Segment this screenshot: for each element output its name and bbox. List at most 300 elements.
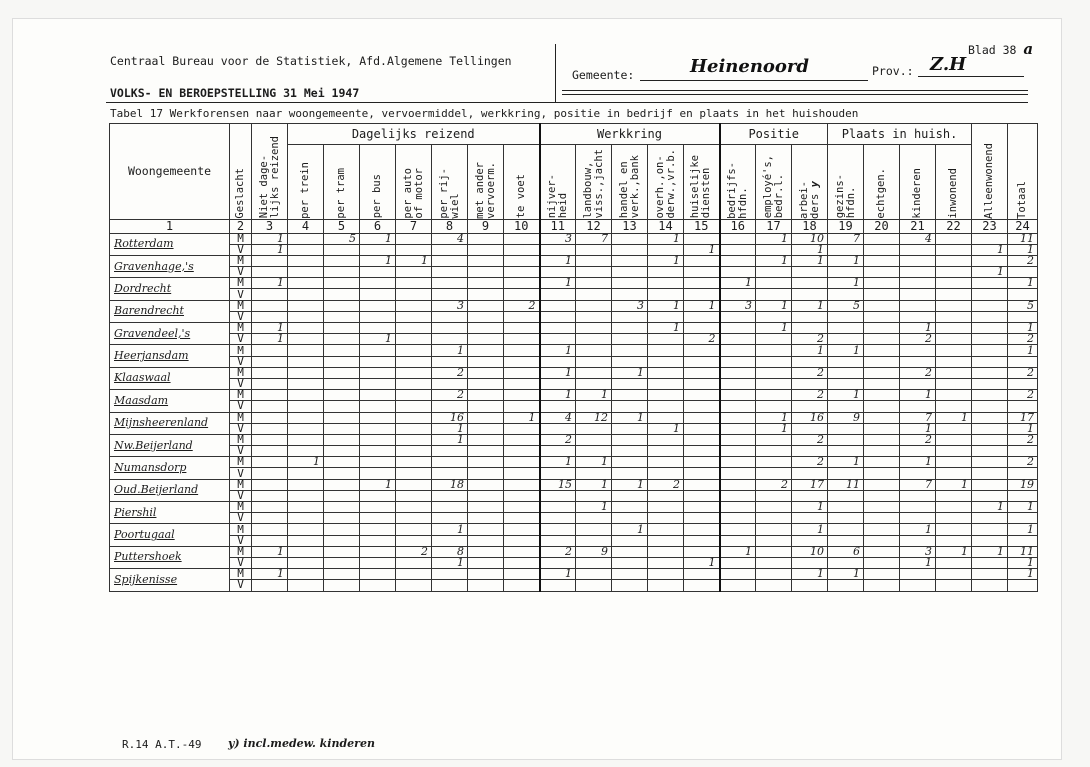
table-cell <box>288 390 324 401</box>
table-cell <box>936 334 972 345</box>
table-cell <box>648 334 684 345</box>
table-cell <box>324 278 360 289</box>
table-cell <box>504 345 540 356</box>
geslacht-cell: M <box>230 255 252 266</box>
table-cell <box>288 267 324 278</box>
table-cell <box>972 356 1008 367</box>
table-row <box>110 233 1038 244</box>
table-cell: 2 <box>792 457 828 468</box>
table-cell <box>936 233 972 244</box>
table-row <box>110 524 1038 535</box>
table-cell <box>576 557 612 568</box>
table-cell <box>720 569 756 580</box>
table-cell <box>972 412 1008 423</box>
table-cell: 9 <box>576 546 612 557</box>
geslacht-cell: V <box>230 423 252 434</box>
geslacht-cell: M <box>230 300 252 311</box>
table-cell <box>648 367 684 378</box>
table-cell <box>288 334 324 345</box>
table-cell: 17 <box>792 479 828 490</box>
table-cell <box>684 580 720 591</box>
table-cell <box>576 356 612 367</box>
table-cell <box>684 278 720 289</box>
table-cell <box>612 244 648 255</box>
table-cell <box>432 457 468 468</box>
table-cell: 1 <box>1008 244 1038 255</box>
table-cell <box>540 502 576 513</box>
table-cell <box>324 434 360 445</box>
table-cell <box>612 267 648 278</box>
table-cell <box>900 490 936 501</box>
table-cell: 2 <box>1008 367 1038 378</box>
table-cell <box>396 356 432 367</box>
table-cell <box>324 524 360 535</box>
table-cell <box>468 457 504 468</box>
table-cell <box>468 323 504 334</box>
table-cell <box>468 468 504 479</box>
table-cell <box>432 502 468 513</box>
table-cell <box>576 580 612 591</box>
table-cell <box>324 401 360 412</box>
table-cell <box>252 390 288 401</box>
table-cell: 1 <box>252 334 288 345</box>
table-cell <box>864 580 900 591</box>
table-cell <box>288 423 324 434</box>
table-cell <box>864 490 900 501</box>
table-cell: 1 <box>900 390 936 401</box>
table-cell: 1 <box>756 300 792 311</box>
table-cell <box>324 569 360 580</box>
table-cell <box>936 311 972 322</box>
table-cell <box>360 367 396 378</box>
table-cell <box>684 423 720 434</box>
table-cell <box>396 423 432 434</box>
col-number-22: 22 <box>936 219 972 233</box>
table-cell <box>396 390 432 401</box>
table-cell <box>720 490 756 501</box>
geslacht-cell: V <box>230 490 252 501</box>
table-cell: 1 <box>684 557 720 568</box>
table-cell <box>468 479 504 490</box>
col-header-21 <box>900 145 936 220</box>
geslacht-cell: V <box>230 513 252 524</box>
table-cell: 7 <box>828 233 864 244</box>
geslacht-cell: V <box>230 289 252 300</box>
table-cell <box>252 255 288 266</box>
table-cell <box>936 580 972 591</box>
table-cell: 1 <box>252 569 288 580</box>
table-cell <box>288 546 324 557</box>
table-cell <box>432 278 468 289</box>
table-cell <box>612 434 648 445</box>
table-cell <box>504 502 540 513</box>
table-cell <box>612 490 648 501</box>
table-cell: 1 <box>1008 278 1038 289</box>
table-cell <box>504 378 540 389</box>
table-cell <box>468 345 504 356</box>
table-cell <box>864 311 900 322</box>
table-cell <box>396 367 432 378</box>
table-cell: 1 <box>540 457 576 468</box>
table-cell <box>864 569 900 580</box>
table-cell: 2 <box>1008 457 1038 468</box>
table-cell <box>756 446 792 457</box>
table-cell <box>648 401 684 412</box>
table-row <box>110 345 1038 356</box>
table-cell <box>936 300 972 311</box>
table-cell: 1 <box>648 233 684 244</box>
gemeente-value: Heinenoord <box>690 56 810 77</box>
table-cell <box>756 434 792 445</box>
table-cell: 1 <box>612 412 648 423</box>
table-cell: 1 <box>360 255 396 266</box>
table-cell <box>648 267 684 278</box>
table-cell <box>360 345 396 356</box>
col-header-10-label: te voet <box>514 174 527 219</box>
table-cell <box>720 468 756 479</box>
table-cell <box>504 580 540 591</box>
table-cell <box>324 311 360 322</box>
table-cell <box>684 255 720 266</box>
table-cell <box>756 345 792 356</box>
table-cell <box>288 513 324 524</box>
table-cell <box>684 378 720 389</box>
table-cell <box>576 513 612 524</box>
table-cell <box>468 513 504 524</box>
table-cell <box>324 423 360 434</box>
col-header-2-label: Geslacht <box>234 167 246 219</box>
col-header-5-label: per tram <box>335 167 347 219</box>
woongemeente-name: Gravenhage,'s <box>110 255 230 277</box>
geslacht-cell: M <box>230 412 252 423</box>
table-cell: 1 <box>432 557 468 568</box>
geslacht-cell: V <box>230 535 252 546</box>
table-cell <box>756 378 792 389</box>
table-cell: 4 <box>900 233 936 244</box>
table-cell <box>504 367 540 378</box>
table-cell: 1 <box>540 345 576 356</box>
col-header-2 <box>230 124 252 220</box>
table-cell <box>612 446 648 457</box>
table-cell <box>720 423 756 434</box>
col-number-17: 17 <box>756 219 792 233</box>
table-cell <box>468 557 504 568</box>
geslacht-cell: M <box>230 390 252 401</box>
table-row <box>110 367 1038 378</box>
table-cell <box>612 278 648 289</box>
table-cell <box>468 255 504 266</box>
table-cell <box>288 490 324 501</box>
table-cell <box>648 434 684 445</box>
table-cell: 1 <box>252 244 288 255</box>
table-cell <box>324 468 360 479</box>
table-cell <box>720 557 756 568</box>
table-cell: 1 <box>432 434 468 445</box>
table-cell <box>252 378 288 389</box>
table-cell <box>936 423 972 434</box>
table-cell: 2 <box>1008 334 1038 345</box>
table-cell: 7 <box>900 412 936 423</box>
table-cell <box>468 244 504 255</box>
table-cell <box>468 580 504 591</box>
col-header-9-label: met ander vervoerm. <box>473 161 497 219</box>
col-header-13 <box>612 145 648 220</box>
table-cell <box>324 446 360 457</box>
table-cell <box>576 423 612 434</box>
table-cell <box>468 390 504 401</box>
table-cell <box>756 490 792 501</box>
table-row <box>110 557 1038 568</box>
col-header-woongemeente: Woongemeente <box>110 124 230 220</box>
table-cell <box>432 311 468 322</box>
table-cell: 10 <box>792 546 828 557</box>
table-cell <box>324 502 360 513</box>
table-cell: 8 <box>432 546 468 557</box>
table-cell: 1 <box>432 423 468 434</box>
table-cell <box>288 502 324 513</box>
woongemeente-name: Numansdorp <box>110 457 230 479</box>
table-cell: 2 <box>648 479 684 490</box>
table-cell <box>936 446 972 457</box>
table-cell <box>864 502 900 513</box>
col-header-21-label: kinderen <box>911 167 923 219</box>
table-cell <box>360 524 396 535</box>
col-header-12-label: landbouw, viss.,jacht <box>581 149 605 219</box>
bureau-title: Centraal Bureau voor de Statistiek, Afd.Algemene Tellingen <box>110 54 512 68</box>
table-cell <box>936 267 972 278</box>
table-cell <box>396 278 432 289</box>
table-cell: 2 <box>432 390 468 401</box>
table-cell <box>864 278 900 289</box>
table-cell: 1 <box>432 345 468 356</box>
table-cell <box>864 345 900 356</box>
table-cell <box>936 513 972 524</box>
table-cell <box>936 356 972 367</box>
table-cell <box>1008 580 1038 591</box>
table-cell <box>972 423 1008 434</box>
table-cell <box>540 289 576 300</box>
table-cell <box>468 535 504 546</box>
col-header-20-label: echtgen. <box>875 167 887 219</box>
table-cell <box>252 300 288 311</box>
table-cell <box>324 300 360 311</box>
table-cell <box>504 479 540 490</box>
table-cell <box>648 580 684 591</box>
col-number-18: 18 <box>792 219 828 233</box>
table-row <box>110 457 1038 468</box>
table-cell <box>720 502 756 513</box>
table-cell <box>828 490 864 501</box>
table-cell: 1 <box>1008 345 1038 356</box>
table-cell <box>504 434 540 445</box>
table-cell: 1 <box>936 479 972 490</box>
col-number-9: 9 <box>468 219 504 233</box>
table-cell <box>972 334 1008 345</box>
table-cell <box>936 490 972 501</box>
table-cell <box>432 267 468 278</box>
table-cell <box>864 479 900 490</box>
group-werkkring: Werkkring <box>540 124 720 145</box>
table-cell <box>360 513 396 524</box>
table-cell <box>972 468 1008 479</box>
geslacht-cell: V <box>230 334 252 345</box>
col-number-15: 15 <box>684 219 720 233</box>
table-cell: 1 <box>900 457 936 468</box>
table-row <box>110 546 1038 557</box>
table-cell <box>648 390 684 401</box>
table-cell <box>972 479 1008 490</box>
table-cell <box>288 367 324 378</box>
col-number-20: 20 <box>864 219 900 233</box>
col-header-12 <box>576 145 612 220</box>
table-cell <box>540 323 576 334</box>
table-row <box>110 423 1038 434</box>
woongemeente-name: Oud.Beijerland <box>110 479 230 501</box>
table-cell <box>324 535 360 546</box>
table-cell <box>288 345 324 356</box>
table-cell <box>720 412 756 423</box>
table-cell <box>432 580 468 591</box>
table-cell: 1 <box>576 457 612 468</box>
col-number-2: 2 <box>230 219 252 233</box>
table-cell <box>504 278 540 289</box>
table-cell <box>360 401 396 412</box>
col-header-18 <box>792 145 828 220</box>
table-cell <box>612 390 648 401</box>
table-cell <box>576 367 612 378</box>
table-cell <box>972 434 1008 445</box>
table-title: Tabel 17 Werkforensen naar woongemeente, vervoermiddel, werkkring, positie in bedrijf en plaats in het huishouden <box>110 107 859 120</box>
table-cell <box>468 334 504 345</box>
table-cell <box>576 289 612 300</box>
table-cell <box>432 255 468 266</box>
census-form-sheet <box>12 18 1062 760</box>
table-cell <box>576 345 612 356</box>
table-cell <box>576 323 612 334</box>
table-cell <box>936 524 972 535</box>
geslacht-cell: V <box>230 356 252 367</box>
table-cell <box>576 278 612 289</box>
col-header-8 <box>432 145 468 220</box>
table-cell <box>900 569 936 580</box>
table-row <box>110 300 1038 311</box>
table-row <box>110 502 1038 513</box>
table-cell: 1 <box>900 323 936 334</box>
table-cell <box>684 569 720 580</box>
table-cell <box>828 580 864 591</box>
table-cell <box>324 390 360 401</box>
table-cell <box>396 457 432 468</box>
table-cell <box>288 557 324 568</box>
table-cell <box>252 401 288 412</box>
geslacht-cell: M <box>230 233 252 244</box>
table-row <box>110 434 1038 445</box>
table-cell <box>972 446 1008 457</box>
table-cell <box>396 267 432 278</box>
table-cell <box>972 569 1008 580</box>
table-cell <box>288 278 324 289</box>
table-cell: 1 <box>792 345 828 356</box>
table-cell <box>684 457 720 468</box>
col-header-24 <box>1008 124 1038 220</box>
table-cell <box>648 490 684 501</box>
table-cell <box>792 580 828 591</box>
table-cell <box>828 323 864 334</box>
table-cell <box>648 502 684 513</box>
table-cell <box>504 323 540 334</box>
prov-underline <box>918 76 1024 77</box>
col-header-22 <box>936 145 972 220</box>
table-cell <box>648 446 684 457</box>
table-cell <box>504 457 540 468</box>
table-cell <box>360 378 396 389</box>
table-cell <box>900 289 936 300</box>
table-cell <box>684 434 720 445</box>
table-cell: 4 <box>540 412 576 423</box>
table-cell: 1 <box>432 524 468 535</box>
table-cell <box>864 434 900 445</box>
table-cell <box>360 446 396 457</box>
table-cell <box>648 356 684 367</box>
woongemeente-name: Gravendeel,'s <box>110 323 230 345</box>
table-cell: 2 <box>432 367 468 378</box>
table-cell <box>324 244 360 255</box>
table-cell <box>468 401 504 412</box>
geslacht-cell: M <box>230 367 252 378</box>
table-cell <box>612 233 648 244</box>
table-cell: 2 <box>396 546 432 557</box>
table-cell <box>252 289 288 300</box>
table-cell <box>504 356 540 367</box>
table-cell <box>828 434 864 445</box>
geslacht-cell: M <box>230 345 252 356</box>
table-cell <box>936 378 972 389</box>
table-cell: 2 <box>900 367 936 378</box>
table-cell <box>756 535 792 546</box>
table-cell: 2 <box>792 367 828 378</box>
table-cell <box>252 446 288 457</box>
table-cell: 1 <box>648 255 684 266</box>
geslacht-cell: M <box>230 524 252 535</box>
geslacht-cell: M <box>230 479 252 490</box>
table-cell <box>972 311 1008 322</box>
table-cell <box>864 378 900 389</box>
table-cell <box>360 423 396 434</box>
table-cell <box>864 546 900 557</box>
geslacht-cell: V <box>230 446 252 457</box>
col-header-16-label: bedrijfs- hfdn. <box>725 161 749 219</box>
table-cell: 1 <box>1008 423 1038 434</box>
table-cell <box>648 557 684 568</box>
table-cell <box>360 535 396 546</box>
table-cell <box>504 390 540 401</box>
table-cell <box>468 546 504 557</box>
table-cell <box>396 513 432 524</box>
table-cell <box>684 401 720 412</box>
table-cell: 1 <box>576 390 612 401</box>
table-cell <box>360 580 396 591</box>
col-number-14: 14 <box>648 219 684 233</box>
table-row <box>110 267 1038 278</box>
col-number-16: 16 <box>720 219 756 233</box>
geslacht-cell: V <box>230 557 252 568</box>
header-rule-3 <box>106 102 1028 103</box>
table-cell <box>252 412 288 423</box>
table-row <box>110 311 1038 322</box>
table-cell <box>720 244 756 255</box>
table-cell: 2 <box>792 334 828 345</box>
woongemeente-name: Klaaswaal <box>110 367 230 389</box>
